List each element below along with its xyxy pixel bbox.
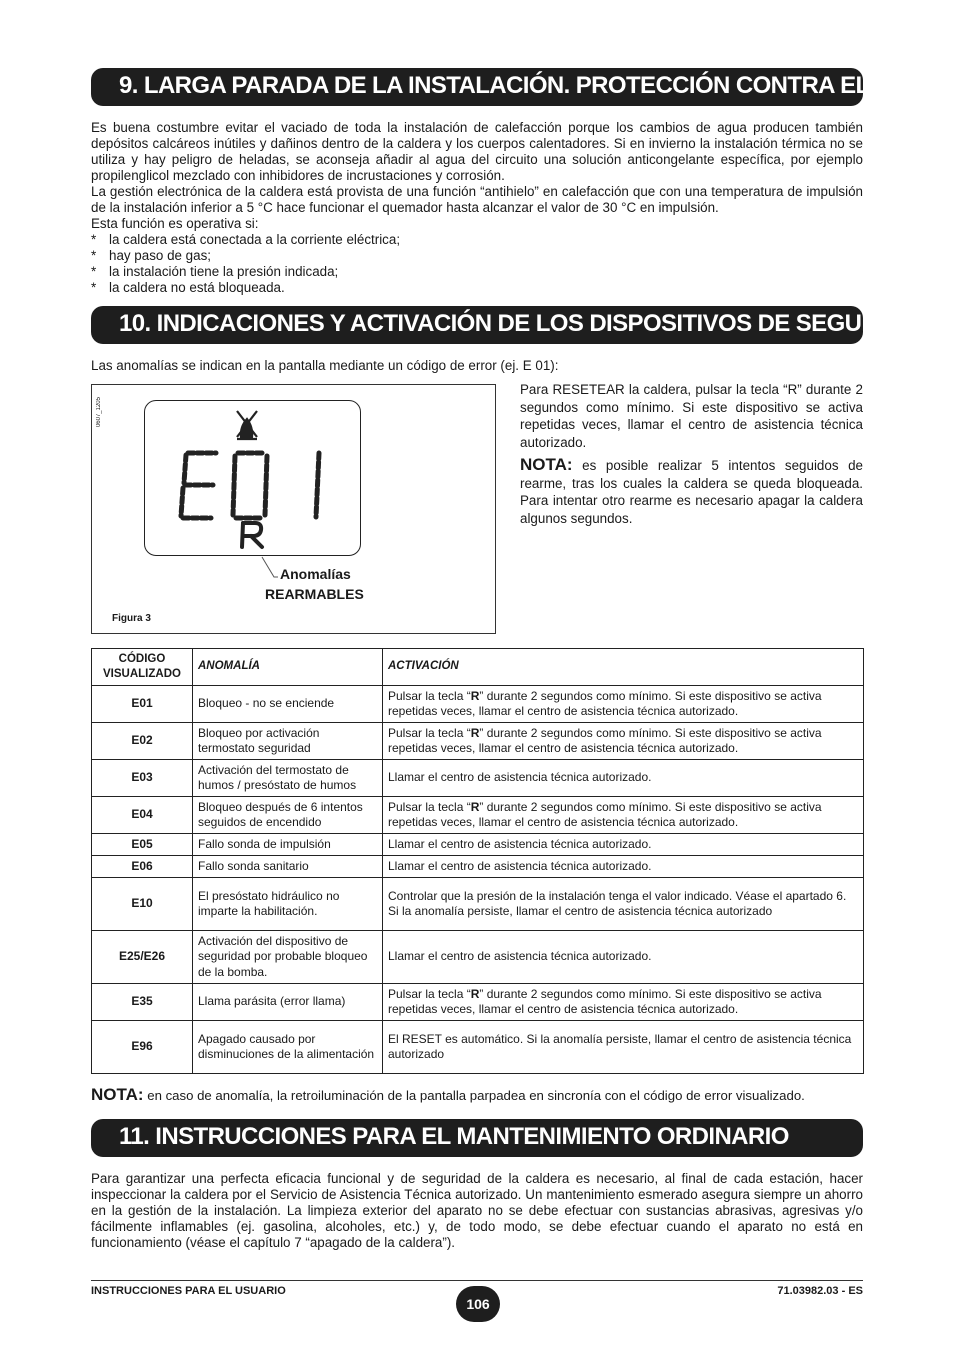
row-anomaly: Activación del dispositivo de seguridad por probable bloqueo de la bomba. xyxy=(193,931,383,984)
table-row xyxy=(92,878,864,931)
nota-backlight xyxy=(91,1085,871,1105)
row-activation: Llamar el centro de asistencia técnica autorizado. xyxy=(383,931,864,984)
condition-item: * la caldera está conectada a la corriente eléctrica; xyxy=(91,232,863,248)
table-row xyxy=(92,760,864,797)
row-activation: Llamar el centro de asistencia técnica autorizado. xyxy=(383,856,864,878)
row-anomaly: El presóstato hidráulico no imparte la habilitación. xyxy=(193,878,383,931)
section-10-header xyxy=(91,306,935,344)
section-11-body xyxy=(91,1171,863,1251)
row-anomaly: Llama parásita (error llama) xyxy=(193,984,383,1021)
row-code: E05 xyxy=(92,834,193,856)
nota2-label: NOTA: xyxy=(91,1085,144,1104)
section-11-paragraph: Para garantizar una perfecta eficacia funcional y de seguridad de la caldera es necesario, al final de cada estación, hacer inspeccionar la caldera por el Servicio de Asistencia Técnica autorizado. Un mantenimiento esmerado asegura siempre un ahorro en la gestión de la instalación. La limpieza exterior del aparato no se debe efectuar con sustancias abrasivas, agresivas y/o fácilmente inflamables (ej. gasolina, alcoholes, etc.) y, de todo modo, se debe efectuar cuando el aparato no está en funcionamiento (véase el capítulo 7 “apagado de la caldera”). xyxy=(91,1171,863,1250)
header-activation: ACTIVACIÓN xyxy=(383,649,864,686)
digit-0 xyxy=(233,453,267,518)
reset-r-glyph xyxy=(242,523,262,547)
row-activation: Pulsar la tecla “R” durante 2 segundos como mínimo. Si este dispositivo se activa repetidas veces, llamar el centro de asistencia técnica autorizado. xyxy=(383,686,864,723)
row-activation: Llamar el centro de asistencia técnica autorizado. xyxy=(383,834,864,856)
row-anomaly: Apagado causado por disminuciones de la alimentación xyxy=(193,1021,383,1074)
row-code: E96 xyxy=(92,1021,193,1074)
section-9-paragraph: La gestión electrónica de la caldera está provista de una función “antihielo” en calefacción que con una temperatura de impulsión de la instalación inferior a 5 °C hace funcionar el quemador hasta alcanzar el valor de 30 °C en impulsión. xyxy=(91,184,863,215)
section-11-header xyxy=(91,1119,863,1157)
table-row xyxy=(92,984,864,1021)
row-code: E03 xyxy=(92,760,193,797)
lcd-display xyxy=(144,400,361,556)
row-activation: El RESET es automático. Si la anomalía persiste, llamar el centro de asistencia técnica autorizado xyxy=(383,1021,864,1074)
section-9-paragraph: Es buena costumbre evitar el vaciado de toda la instalación de calefacción porque los cambios de agua producen también depósitos calcáreos inútiles y dañinos dentro de la caldera y los cuerpos calentadores. Si en invierno la instalación térmica no se utiliza y hay peligro de heladas, se aconseja añadir al agua del circuito una solución anticongelante específica, por ejemplo propilenglicol mezclado con inhibidores de incrustaciones y corrosión. xyxy=(91,120,863,183)
row-code: E01 xyxy=(92,686,193,723)
table-row xyxy=(92,931,864,984)
condition-item: * la instalación tiene la presión indicada; xyxy=(91,264,863,280)
header-anomaly: ANOMALÍA xyxy=(193,649,383,686)
reset-text: Para RESETEAR la caldera, pulsar la tecla “R” durante 2 segundos como mínimo. Si este dispositivo se activa repetidas veces, llamar el centro de asistencia técnica autorizado. xyxy=(520,382,863,450)
section-9-body xyxy=(91,120,863,296)
nota2-text: en caso de anomalía, la retroiluminación de la pantalla parpadea en sincronía con el código de error visualizado. xyxy=(147,1088,805,1103)
figure-code: 0607_1205 xyxy=(96,397,102,428)
figure-label-anomalias: Anomalías xyxy=(280,566,351,582)
row-code: E06 xyxy=(92,856,193,878)
flame-crossed-icon xyxy=(237,411,257,439)
row-activation: Pulsar la tecla “R” durante 2 segundos como mínimo. Si este dispositivo se activa repetidas veces, llamar el centro de asistencia técnica autorizado. xyxy=(383,723,864,760)
table-row xyxy=(92,856,864,878)
figure-label-rearmables: REARMABLES xyxy=(265,586,364,602)
row-anomaly: Fallo sonda sanitario xyxy=(193,856,383,878)
table-row xyxy=(92,686,864,723)
condition-item: * la caldera no está bloqueada. xyxy=(91,280,863,296)
section-10-title: 10. INDICACIONES Y ACTIVACIÓN DE LOS DISPOSITIVOS DE SEGURIDAD xyxy=(119,310,935,337)
row-activation: Pulsar la tecla “R” durante 2 segundos como mínimo. Si este dispositivo se activa repetidas veces, llamar el centro de asistencia técnica autorizado. xyxy=(383,797,864,834)
row-activation: Pulsar la tecla “R” durante 2 segundos como mínimo. Si este dispositivo se activa repetidas veces, llamar el centro de asistencia técnica autorizado. xyxy=(383,984,864,1021)
nota-paragraph xyxy=(520,456,863,527)
row-anomaly: Bloqueo - no se enciende xyxy=(193,686,383,723)
document-code: 71.03982.03 - ES xyxy=(777,1285,863,1297)
section-9-title: 9. LARGA PARADA DE LA INSTALACIÓN. PROTECCIÓN CONTRA EL HIELO xyxy=(119,72,946,99)
header-code: CÓDIGO VISUALIZADO xyxy=(92,649,193,686)
condition-item: * hay paso de gas; xyxy=(91,248,863,264)
reset-instructions xyxy=(520,381,863,527)
section-10-intro: Las anomalías se indican en la pantalla mediante un código de error (ej. E 01): xyxy=(91,358,559,373)
digit-e xyxy=(181,453,216,518)
table-row xyxy=(92,1021,864,1074)
lcd-segments xyxy=(145,401,359,554)
footer-title: INSTRUCCIONES PARA EL USUARIO xyxy=(91,1285,286,1297)
section-9-paragraph: Esta función es operativa si: xyxy=(91,216,259,231)
figure-caption: Figura 3 xyxy=(112,613,151,624)
row-anomaly: Activación del termostato de humos / presóstato de humos xyxy=(193,760,383,797)
nota-text: es posible realizar 5 intentos seguidos de rearme, tras los cuales la caldera se queda bloqueada. Para intentar otro rearme es necesario apagar la caldera algunos segundos. xyxy=(520,458,863,526)
nota-label: NOTA: xyxy=(520,455,573,474)
row-code: E25/E26 xyxy=(92,931,193,984)
condition-list xyxy=(91,232,863,296)
table-row xyxy=(92,723,864,760)
page-number: 106 xyxy=(456,1286,500,1322)
row-activation: Controlar que la presión de la instalación tenga el valor indicado. Véase el apartado 6. Si la anomalía persiste, llamar el centro de asistencia técnica autorizado xyxy=(383,878,864,931)
row-anomaly: Bloqueo por activación termostato seguridad xyxy=(193,723,383,760)
row-code: E35 xyxy=(92,984,193,1021)
section-11-title: 11. INSTRUCCIONES PARA EL MANTENIMIENTO ORDINARIO xyxy=(119,1123,789,1150)
row-anomaly: Bloqueo después de 6 intentos seguidos de encendido xyxy=(193,797,383,834)
row-activation: Llamar el centro de asistencia técnica autorizado. xyxy=(383,760,864,797)
section-9-header xyxy=(91,68,946,106)
row-code: E02 xyxy=(92,723,193,760)
row-anomaly: Fallo sonda de impulsión xyxy=(193,834,383,856)
leader-line xyxy=(260,555,280,583)
table-header-row xyxy=(92,649,864,686)
row-code: E10 xyxy=(92,878,193,931)
figure-3-display xyxy=(91,384,496,634)
table-row xyxy=(92,834,864,856)
anomaly-table xyxy=(91,648,864,1074)
digit-1 xyxy=(316,453,319,517)
table-row xyxy=(92,797,864,834)
row-code: E04 xyxy=(92,797,193,834)
footer-divider xyxy=(91,1280,863,1281)
